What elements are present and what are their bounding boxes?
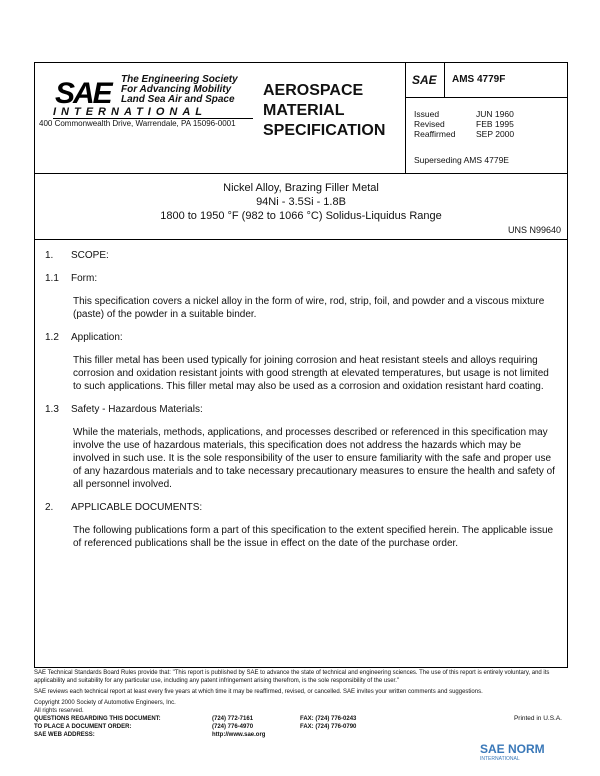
international-label: INTERNATIONAL xyxy=(53,106,208,118)
uns-number: UNS N99640 xyxy=(507,225,561,235)
section-heading: 1.2 Application: xyxy=(45,332,123,343)
paragraph: The following publications form a part of this specification to the extent specified herein. The applicable issue of referenced publications shall be the issue in effect on the date of the purchase order. xyxy=(73,525,554,549)
header xyxy=(35,63,567,174)
address: 400 Commonwealth Drive, Warrendale, PA 15096-0001 xyxy=(39,119,236,128)
section-heading: 1.3 Safety - Hazardous Materials: xyxy=(45,404,203,415)
paragraph: While the materials, methods, applications, and processes described or referenced in this specification may involve the use of hazardous materials, this specification does not address the hazards which may be involved in such use. It is the sole responsibility of the user to ensure familiarity with the safe and proper use of any hazardous materials and to take necessary precautionary measures to ensure the health and safety of all personnel involved. xyxy=(73,427,555,490)
sae-mini-logo: SAE xyxy=(412,73,437,87)
document-info-box xyxy=(405,63,568,173)
section-heading: 2. APPLICABLE DOCUMENTS: xyxy=(45,502,203,513)
document-body xyxy=(45,249,557,560)
superseding: Superseding AMS 4779E xyxy=(414,155,509,165)
tagline: The Engineering Society For Advancing Mobility Land Sea Air and Space xyxy=(121,74,238,105)
divider xyxy=(35,239,567,240)
ams-number: AMS 4779F xyxy=(452,74,506,85)
material-title: Nickel Alloy, Brazing Filler Metal 94Ni - 3.5Si - 1.8B 1800 to 1950 °F (982 to 1066 °C) Solidus-Liquidus Range xyxy=(160,182,442,222)
section-heading: 1.1 Form: xyxy=(45,273,98,284)
dates: Issued JUN 1960 Revised FEB 1995 Reaffirmed SEP 2000 xyxy=(414,109,515,139)
watermark-logo: SAE NORM INTERNATIONAL xyxy=(480,742,545,762)
specification-page xyxy=(34,62,568,668)
document-type: AEROSPACE MATERIAL SPECIFICATION xyxy=(263,82,386,139)
section-heading: 1. SCOPE: xyxy=(45,250,109,261)
paragraph: This filler metal has been used typically for joining corrosion and heat resistant steels and alloys requiring corrosion and oxidation resistant joints with good strength at elevated temperatures, but usage is not limited to such applications. This filler metal may also be used as a corrosion and oxidation resistant hard coating. xyxy=(73,355,549,392)
footer: SAE Technical Standards Board Rules provide that: "This report is published by SAE to advance the state of technical and engineering sciences. The use of this report is entirely voluntary, and its applicability and suitability for any particular use, including any patent infringement arising therefrom, is the sole responsibility of the user." SAE reviews each technical report at least every five years at which time it may be reaffirmed, revised, or cancelled. SAE invites your written comments and suggestions. Copyright 2000 Society of Automotive Engineers, Inc. All rights reserved. Printed in U.S.A. QUESTIONS REGARDING THIS DOCUMENT: (724) 772-7161 FAX: (724) 776-0243 TO PLACE A DOCUMENT ORDER: (724) 776-4970 FAX: (724) 776-0790 SAE WEB ADDRESS: http://www.sae.org xyxy=(34,669,566,739)
contact-info: QUESTIONS REGARDING THIS DOCUMENT: (724) 772-7161 FAX: (724) 776-0243 TO PLACE A DOCUMENT ORDER: (724) 776-4970 FAX: (724) 776-0790 SAE WEB ADDRESS: http://www.sae.org xyxy=(34,716,357,738)
printed-label: Printed in U.S.A. xyxy=(513,715,562,722)
sae-logo: SAE xyxy=(55,77,111,110)
paragraph: This specification covers a nickel alloy in the form of wire, rod, strip, foil, and powder and a viscous mixture (paste) of the powder in a suitable binder. xyxy=(73,296,545,320)
